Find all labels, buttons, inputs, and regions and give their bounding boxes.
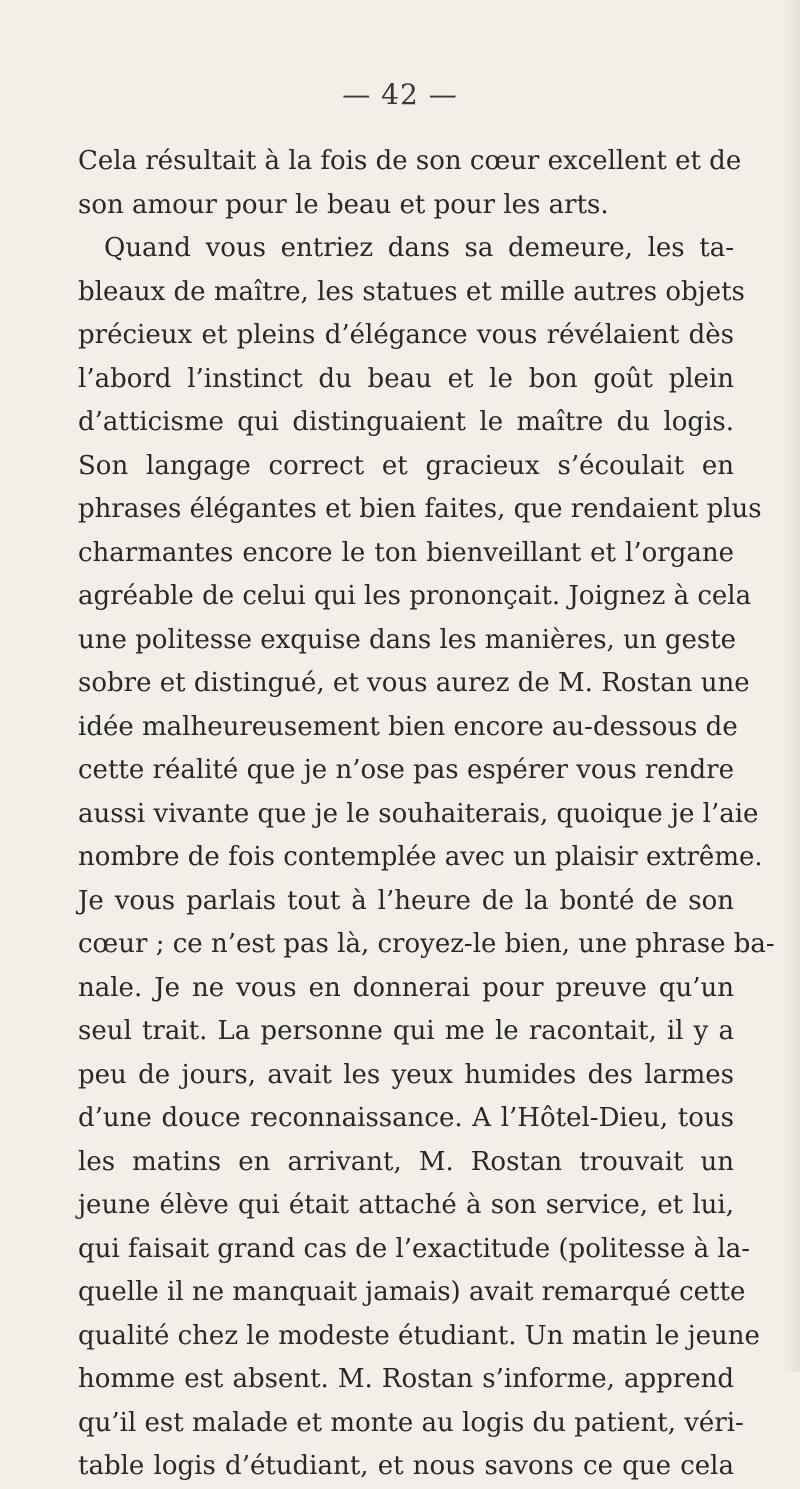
text-line: sobre et distingué, et vous aurez de M. Rostan une [78,668,750,698]
text-line: charmantes encore le ton bienveillant et l’organe [78,537,734,568]
text-line: table logis d’étudiant, et nous savons ce que cela [78,1451,734,1481]
text-line: son amour pour le beau et pour les arts. [78,189,609,220]
text-line: Son langage correct et gracieux s’écoulait en [78,450,734,481]
text-line: phrases élégantes et bien faites, que rendaient plus [78,494,762,524]
page-number: — 42 — [342,78,458,111]
text-line: qu’il est malade et monte au logis du patient, véri- [78,1407,744,1438]
text-line: d’atticisme qui distinguaient le maître du logis. [78,407,734,437]
text-line: homme est absent. M. Rostan s’informe, apprend [78,1364,734,1394]
text-line: qualité chez le modeste étudiant. Un matin le jeune [78,1320,760,1351]
text-line: nombre de fois contemplée avec un plaisir extrême. [78,842,763,872]
text-line: qui faisait grand cas de l’exactitude (politesse à la- [78,1233,751,1264]
text-line: les matins en arrivant, M. Rostan trouvait un [78,1146,734,1177]
text-line: seul trait. La personne qui me le racontait, il y a [78,1016,734,1046]
text-line: aussi vivante que je le souhaiterais, quoique je l’aie [78,798,759,829]
text-line: Cela résultait à la fois de son cœur excellent et de [78,146,742,176]
text-line: bleaux de maître, les statues et mille autres objets [78,276,745,307]
text-line: l’abord l’instinct du beau et le bon goût plein [78,363,734,394]
text-line: une politesse exquise dans les manières, un geste [78,624,737,655]
body-text [78,140,775,1489]
page-edge-shadow [782,0,800,1372]
text-line: précieux et pleins d’élégance vous révélaient dès [78,320,734,350]
text-line: nale. Je ne vous en donnerai pour preuve qu’un [78,972,734,1003]
text-line: Je vous parlais tout à l’heure de la bonté de son [78,885,734,916]
text-line: cœur ; ce n’est pas là, croyez-le bien, une phrase ba- [78,929,775,959]
text-line: Quand vous entriez dans sa demeure, les ta- [104,233,734,263]
text-line: peu de jours, avait les yeux humides des larmes [78,1059,734,1090]
text-line: jeune élève qui était attaché à son service, et lui, [78,1190,734,1220]
text-line: d’une douce reconnaissance. A l’Hôtel-Dieu, tous [78,1103,734,1133]
text-line: cette réalité que je n’ose pas espérer vous rendre [78,755,734,785]
text-line: quelle il ne manquait jamais) avait remarqué cette [78,1277,746,1307]
text-line: agréable de celui qui les prononçait. Joignez à cela [78,581,752,611]
text-line: idée malheureusement bien encore au-dessous de [78,711,738,742]
